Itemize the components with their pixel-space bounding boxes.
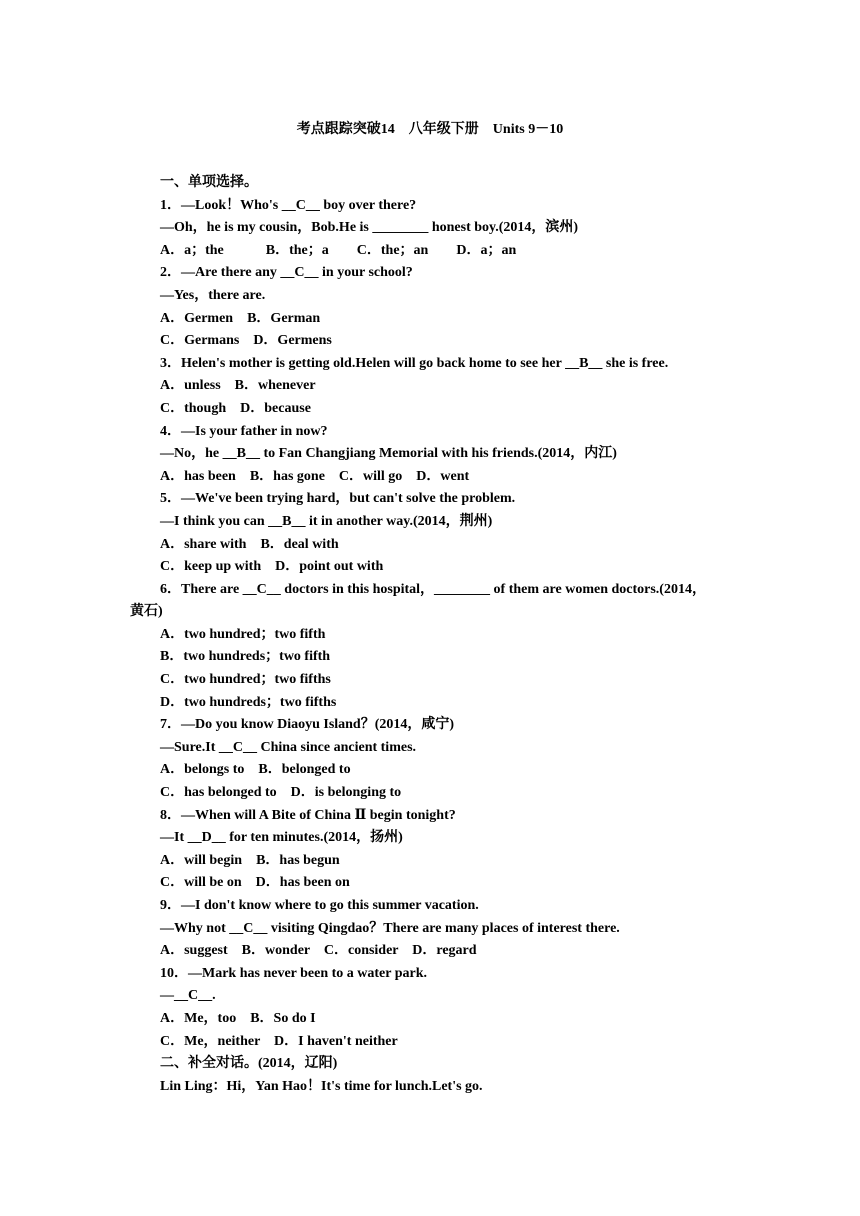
options-line: A．two hundred；two fifth [160, 626, 326, 642]
options-line: A．Me，too B．So do I [160, 1010, 316, 1026]
options-line: A．Germen B．German [160, 310, 321, 326]
options-line: A．a；the B．the；a C．the；an D．a；an [160, 242, 517, 258]
options-line: B．two hundreds；two fifth [160, 649, 331, 665]
question-line: 5．—We've been trying hard，but can't solve the problem. [160, 491, 516, 507]
question-line: —Yes，there are. [160, 287, 266, 303]
options-line: C．keep up with D．point out with [160, 559, 384, 575]
question-line: 9．—I don't know where to go this summer vacation. [160, 898, 479, 913]
options-line: C．will be on D．has been on [160, 875, 350, 891]
options-line: A．has been B．has gone C．will go D．went [160, 468, 470, 484]
options-line: A．unless B．whenever [160, 378, 316, 394]
question-line: 3．Helen's mother is getting old.Helen will go back home to see her __B__ she is free. [160, 355, 669, 371]
question-line: 10．—Mark has never been to a water park. [160, 965, 428, 981]
options-line: A．will begin B．has begun [160, 852, 340, 868]
page-title: 考点跟踪突破14 八年级下册 Units 9－10 [296, 122, 564, 137]
options-line: C．has belonged to D．is belonging to [160, 785, 402, 801]
question-line: 6．There are __C__ doctors in this hospital，________ of them are women doctors.(2014， [160, 581, 706, 597]
options-line: A．suggest B．wonder C．consider D．regard [160, 943, 477, 959]
question-line: 4．—Is your father in now? [160, 423, 328, 439]
exercise-content [130, 172, 750, 1098]
question-line: —Sure.It __C__ China since ancient times. [160, 739, 417, 755]
question-line: 2．—Are there any __C__ in your school? [160, 265, 413, 281]
section-heading: 二、补全对话。(2014，辽阳) [160, 1056, 338, 1072]
options-line: C．Me，neither D．I haven't neither [160, 1033, 398, 1049]
question-line: —Why not __C__ visiting Qingdao？There are many places of interest there. [160, 920, 620, 936]
question-line: —Oh，he is my cousin，Bob.He is ________ honest boy.(2014，滨州) [160, 220, 579, 236]
dialogue-line: Lin Ling：Hi，Yan Hao！It's time for lunch.Let's go. [160, 1078, 483, 1094]
options-line: C．two hundred；two fifths [160, 672, 331, 688]
options-line: C．Germans D．Germens [160, 333, 332, 349]
section-heading: 一、单项选择。 [160, 175, 258, 190]
question-line: —No，he __B__ to Fan Changjiang Memorial with his friends.(2014，内江) [160, 446, 617, 462]
question-line: —It __D__ for ten minutes.(2014，扬州) [160, 830, 403, 846]
question-line: 8．—When will A Bite of China Ⅱ begin tonight? [160, 807, 456, 823]
options-line: C．though D．because [160, 400, 311, 416]
question-line: —__C__. [160, 988, 216, 1004]
options-line: A．share with B．deal with [160, 536, 339, 552]
question-line: 1．—Look！Who's __C__ boy over there? [160, 197, 417, 213]
question-line-continued: 黄石) [130, 604, 163, 620]
question-line: 7．—Do you know Diaoyu Island？(2014，咸宁) [160, 717, 455, 733]
options-line: D．two hundreds；two fifths [160, 694, 337, 710]
options-line: A．belongs to B．belonged to [160, 762, 351, 778]
question-line: —I think you can __B__ it in another way.(2014，荆州) [160, 513, 493, 529]
